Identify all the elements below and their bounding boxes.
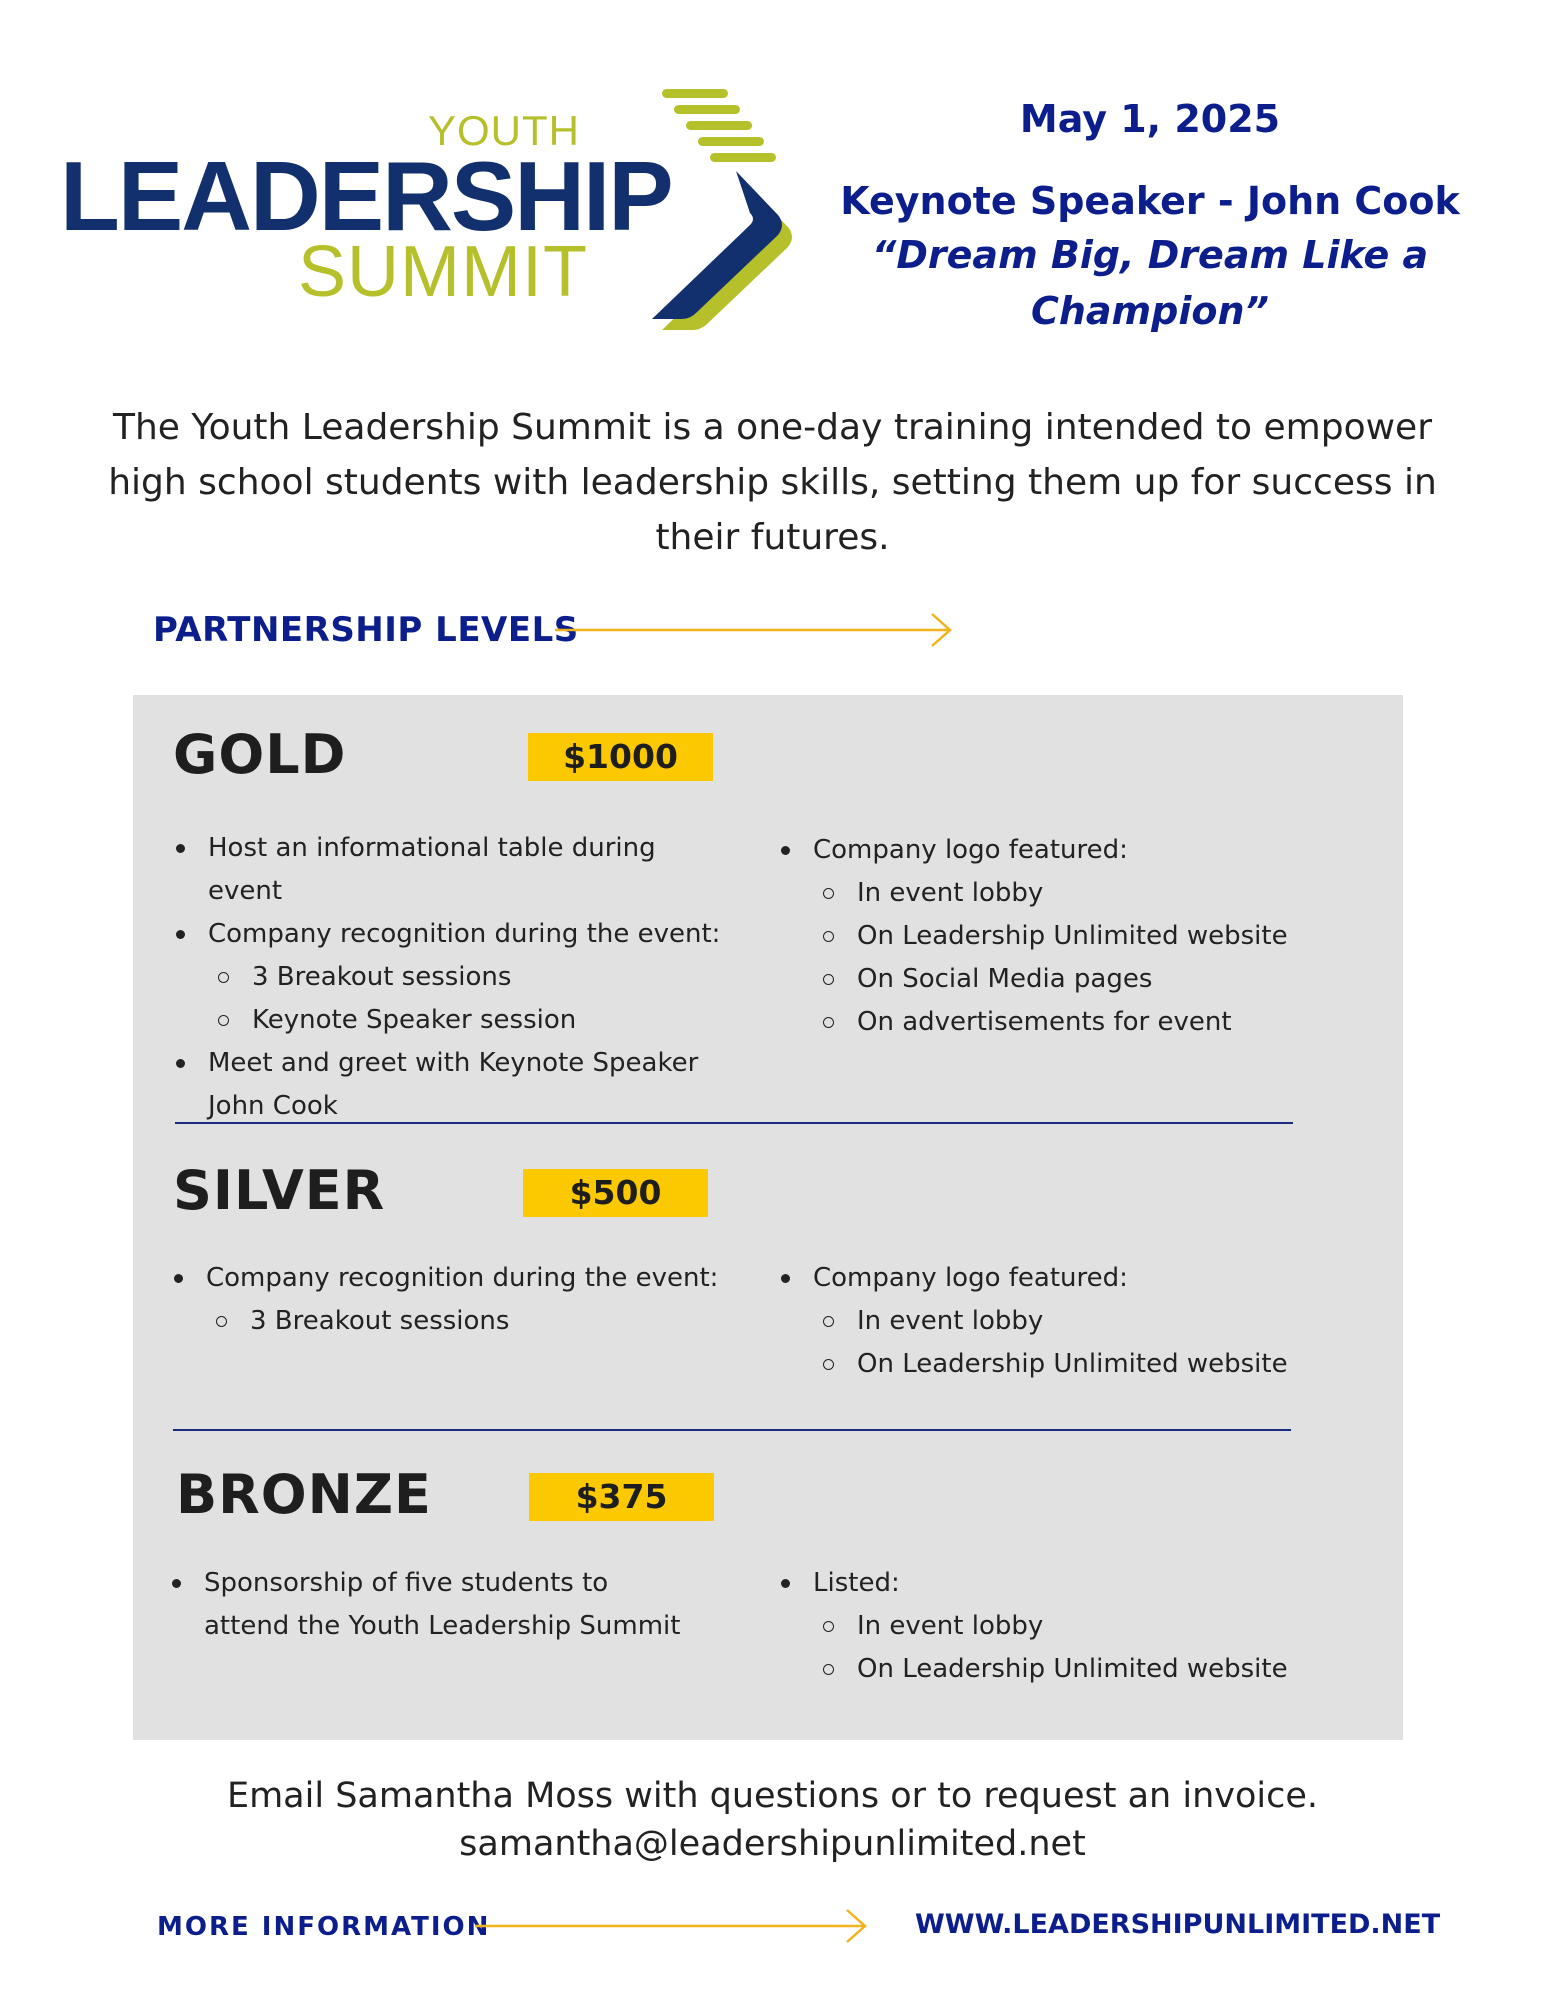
contact-block: [0, 1772, 1545, 1868]
contact-email-link[interactable]: samantha@leadershipunlimited.net: [459, 1824, 1086, 1864]
tier-divider: [175, 1122, 1293, 1124]
tier-bronze-name: BRONZE: [176, 1463, 432, 1526]
list-item: On Leadership Unlimited website: [778, 915, 1338, 958]
logo-summit-text: SUMMIT: [298, 232, 588, 312]
event-date: May 1, 2025: [1019, 97, 1281, 141]
logo-youth-text: YOUTH: [428, 107, 580, 154]
list-item: On Leadership Unlimited website: [778, 1648, 1338, 1691]
list-item: Company logo featured:: [778, 1257, 1338, 1300]
list-item: On Social Media pages: [778, 958, 1338, 1001]
list-item: In event lobby: [778, 1605, 1338, 1648]
arrow-right-icon: [475, 1908, 870, 1944]
list-item: In event lobby: [778, 872, 1338, 915]
summit-logo: [60, 85, 800, 335]
arrow-right-icon: [555, 612, 955, 648]
keynote-speaker: Keynote Speaker - John Cook: [840, 179, 1460, 223]
list-item: Company recognition during the event:: [173, 913, 733, 956]
more-information-label: MORE INFORMATION: [157, 1912, 491, 1942]
tier-gold-name: GOLD: [173, 723, 347, 786]
tier-silver-benefits-left: [171, 1257, 731, 1343]
tier-bronze-price: $375: [529, 1473, 714, 1521]
list-item: 3 Breakout sessions: [173, 956, 733, 999]
tier-gold-price: $1000: [528, 733, 713, 781]
list-item: On Leadership Unlimited website: [778, 1343, 1338, 1386]
tier-silver-name: SILVER: [173, 1159, 386, 1222]
contact-line: Email Samantha Moss with questions or to request an invoice.: [226, 1776, 1319, 1816]
list-item: Meet and greet with Keynote Speaker John Cook: [173, 1042, 703, 1128]
tier-gold-benefits-left: [173, 827, 733, 1128]
list-item: Company logo featured:: [778, 829, 1338, 872]
list-item: Company recognition during the event:: [171, 1257, 731, 1300]
list-item: 3 Breakout sessions: [171, 1300, 731, 1343]
event-header: [820, 95, 1480, 339]
list-item: Host an informational table during event: [173, 827, 733, 913]
intro-paragraph: The Youth Leadership Summit is a one-day training intended to empower high school students with leadership skills, setting them up for success in their futures.: [108, 407, 1437, 558]
list-item: Listed:: [778, 1562, 1338, 1605]
list-item: In event lobby: [778, 1300, 1338, 1343]
tier-bronze-benefits-right: [778, 1562, 1338, 1691]
logo-leadership-text: LEADERSHIP: [60, 141, 672, 251]
keynote-title: “Dream Big, Dream Like a Champion”: [871, 233, 1429, 333]
tier-divider: [173, 1429, 1291, 1431]
list-item: Sponsorship of five students to attend the Youth Leadership Summit: [169, 1562, 689, 1648]
tier-silver-benefits-right: [778, 1257, 1338, 1386]
partnership-levels-panel: [133, 695, 1403, 1740]
tier-silver-price: $500: [523, 1169, 708, 1217]
website-link[interactable]: WWW.LEADERSHIPUNLIMITED.NET: [915, 1909, 1441, 1940]
list-item: On advertisements for event: [778, 1001, 1338, 1044]
partnership-levels-heading: PARTNERSHIP LEVELS: [153, 610, 579, 650]
tier-gold-benefits-right: [778, 829, 1338, 1044]
tier-bronze-benefits-left: [169, 1562, 709, 1648]
list-item: Keynote Speaker session: [173, 999, 733, 1042]
